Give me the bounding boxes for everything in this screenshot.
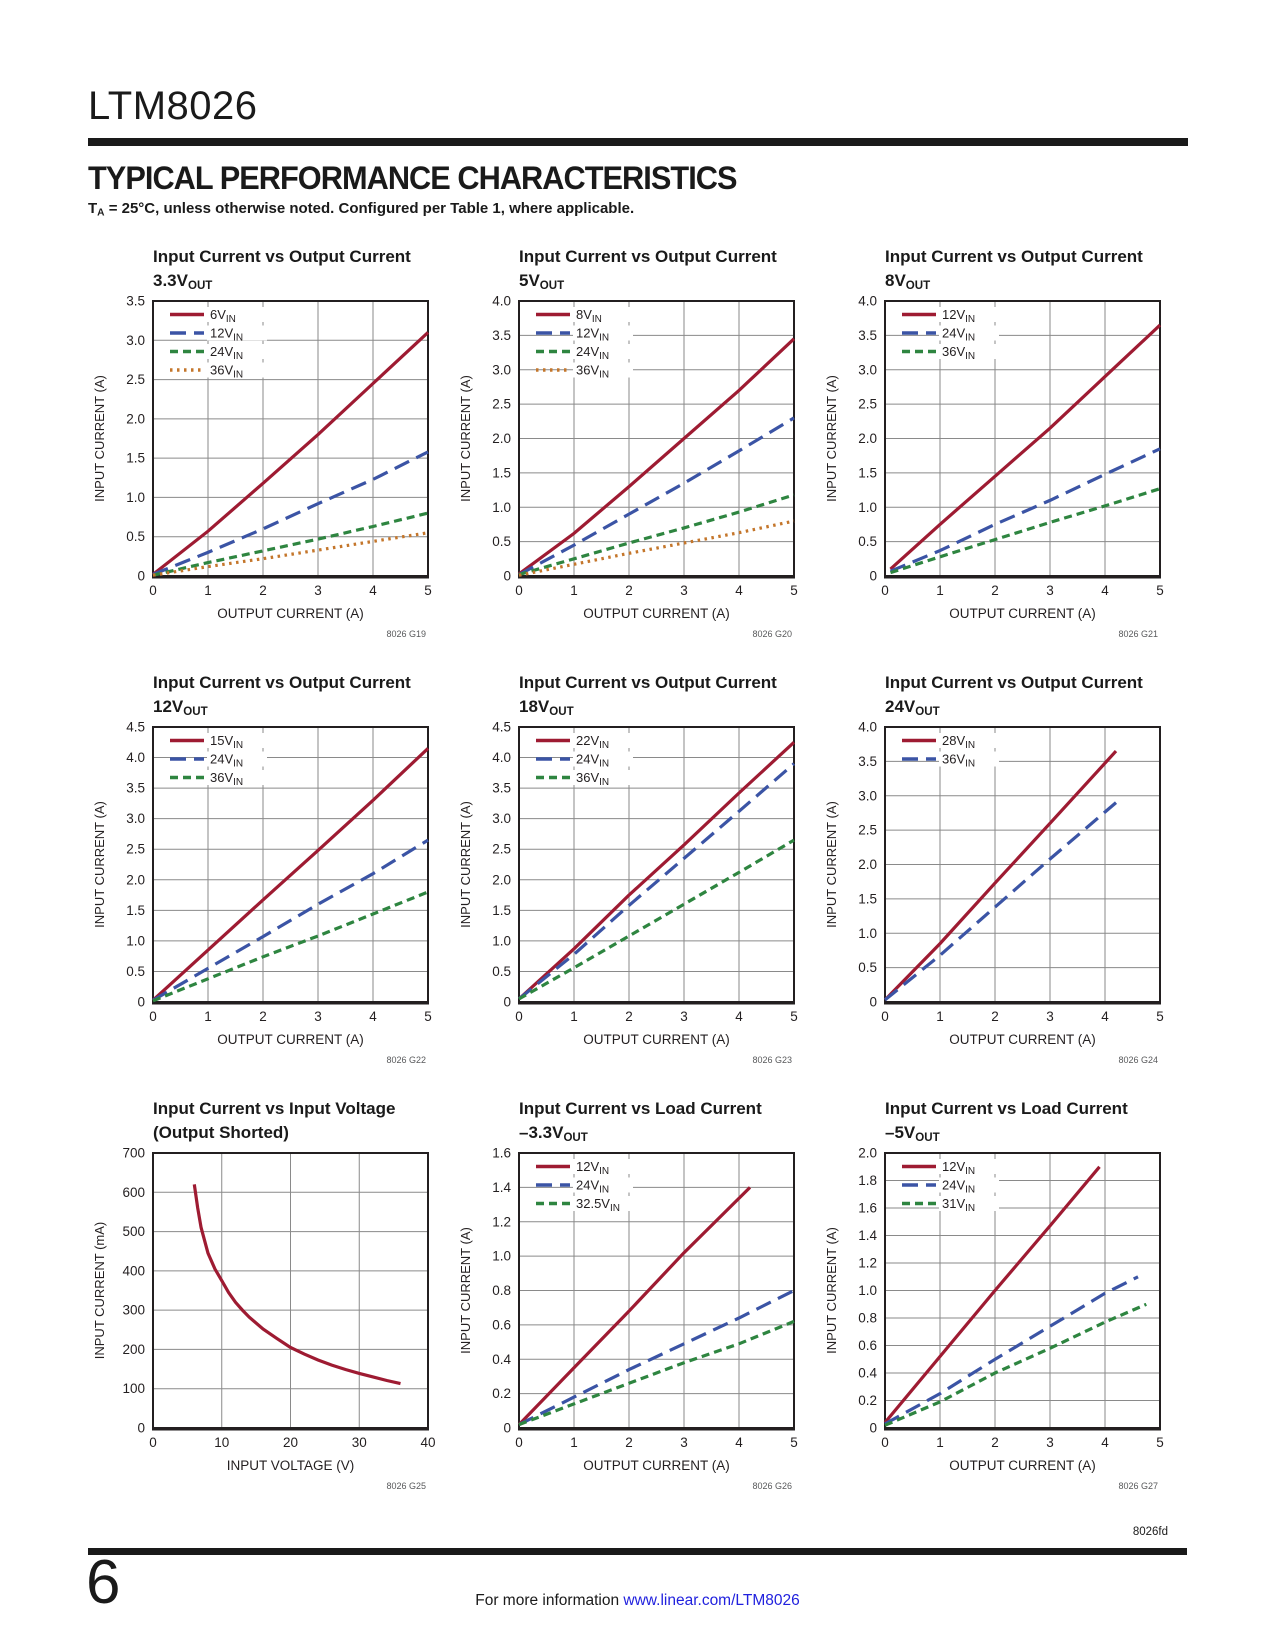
svg-text:3.0: 3.0: [492, 361, 511, 377]
svg-text:1.2: 1.2: [858, 1255, 877, 1271]
svg-text:1.6: 1.6: [492, 1145, 511, 1161]
svg-text:3: 3: [1046, 1008, 1054, 1024]
svg-text:1.6: 1.6: [858, 1200, 877, 1216]
svg-text:0: 0: [149, 1434, 157, 1450]
svg-text:3.5: 3.5: [492, 780, 511, 796]
svg-text:0: 0: [503, 994, 511, 1010]
chart-caption: 8026 G20: [752, 628, 792, 639]
charts-grid: [88, 245, 1188, 1493]
svg-text:4.0: 4.0: [492, 749, 511, 765]
svg-text:24VIN: $24V_{IN}$: [576, 1177, 610, 1196]
svg-text:2: 2: [991, 1008, 999, 1024]
svg-text:1: 1: [936, 1434, 944, 1450]
svg-text:INPUT CURRENT (A): INPUT CURRENT (A): [824, 1226, 839, 1354]
chart-g26-neg3v3out: [454, 1097, 820, 1493]
chart-caption: 8026 G23: [752, 1054, 792, 1065]
svg-text:2.5: 2.5: [126, 841, 145, 857]
svg-text:0.2: 0.2: [858, 1392, 877, 1408]
svg-text:12VIN: $12V_{IN}$: [942, 306, 976, 325]
chart-plot-g27: [820, 1145, 1170, 1479]
svg-text:0.6: 0.6: [492, 1316, 511, 1332]
part-number-heading: LTM8026: [88, 84, 258, 128]
svg-text:6VIN: $6V_{IN}$: [210, 306, 236, 325]
svg-text:3.0: 3.0: [858, 361, 877, 377]
svg-text:1: 1: [204, 582, 212, 598]
svg-text:2: 2: [625, 582, 633, 598]
chart-plot-g20: [454, 293, 804, 627]
chart-caption: 8026 G22: [386, 1054, 426, 1065]
svg-text:36VIN: $36V_{IN}$: [942, 343, 976, 362]
svg-text:0: 0: [869, 1420, 877, 1436]
page-number: 6: [86, 1548, 121, 1617]
svg-text:1.5: 1.5: [858, 464, 877, 480]
svg-text:1.0: 1.0: [858, 1282, 877, 1298]
svg-text:12VIN: $12V_{IN}$: [576, 1158, 610, 1177]
svg-text:5: 5: [790, 1434, 798, 1450]
svg-text:1.0: 1.0: [126, 489, 145, 505]
svg-text:0.5: 0.5: [126, 528, 145, 544]
svg-text:4: 4: [369, 1008, 377, 1024]
svg-text:3: 3: [680, 1008, 688, 1024]
svg-text:36VIN: $36V_{IN}$: [942, 751, 976, 770]
svg-text:4.0: 4.0: [858, 719, 877, 735]
svg-text:4.5: 4.5: [492, 719, 511, 735]
svg-text:0.4: 0.4: [492, 1351, 511, 1367]
footer-rule: [88, 1548, 1187, 1555]
svg-text:1.0: 1.0: [126, 932, 145, 948]
chart-caption: 8026 G24: [1118, 1054, 1158, 1065]
svg-text:1.0: 1.0: [492, 1248, 511, 1264]
svg-text:24VIN: $24V_{IN}$: [210, 751, 244, 770]
svg-text:0: 0: [515, 1434, 523, 1450]
svg-text:4: 4: [735, 582, 743, 598]
svg-text:1.0: 1.0: [492, 499, 511, 515]
svg-text:1: 1: [936, 1008, 944, 1024]
footer-info-text: For more information: [475, 1592, 624, 1609]
svg-text:2.5: 2.5: [492, 396, 511, 412]
svg-text:0: 0: [515, 1008, 523, 1024]
svg-text:15VIN: $15V_{IN}$: [210, 732, 244, 751]
svg-text:2.5: 2.5: [858, 396, 877, 412]
svg-text:3.0: 3.0: [126, 332, 145, 348]
chart-plot-g22: [88, 719, 438, 1053]
chart-plot-g21: [820, 293, 1170, 627]
svg-text:30: 30: [351, 1434, 367, 1450]
svg-text:0: 0: [503, 568, 511, 584]
svg-text:0.5: 0.5: [492, 533, 511, 549]
chart-g22-12vout: [88, 671, 454, 1067]
svg-text:100: 100: [122, 1380, 145, 1396]
svg-text:700: 700: [122, 1145, 145, 1161]
svg-text:2: 2: [259, 582, 267, 598]
svg-text:24VIN: $24V_{IN}$: [576, 751, 610, 770]
svg-text:4: 4: [735, 1008, 743, 1024]
svg-text:OUTPUT CURRENT (A): OUTPUT CURRENT (A): [949, 1031, 1096, 1047]
chart-title: Input Current vs Output Current $3.3V_{OUT}$: [153, 246, 411, 292]
svg-text:5: 5: [1156, 582, 1164, 598]
svg-text:2.0: 2.0: [492, 430, 511, 446]
svg-text:0.8: 0.8: [492, 1282, 511, 1298]
svg-text:1.0: 1.0: [492, 932, 511, 948]
svg-text:0.5: 0.5: [126, 963, 145, 979]
chart-g20-5vout: [454, 245, 820, 641]
svg-text:2.5: 2.5: [492, 841, 511, 857]
svg-text:OUTPUT CURRENT (A): OUTPUT CURRENT (A): [949, 1457, 1096, 1473]
svg-text:22VIN: $22V_{IN}$: [576, 732, 610, 751]
chart-title: Input Current vs Load Current $-3.3V_{OUT}$: [519, 1098, 762, 1144]
svg-text:2: 2: [625, 1434, 633, 1450]
chart-title: Input Current vs Load Current $-5V_{OUT}$: [885, 1098, 1128, 1144]
svg-text:1.4: 1.4: [492, 1179, 511, 1195]
svg-text:24VIN: $24V_{IN}$: [576, 343, 610, 362]
svg-text:0.5: 0.5: [492, 963, 511, 979]
svg-text:3.0: 3.0: [858, 787, 877, 803]
chart-g23-18vout: [454, 671, 820, 1067]
svg-text:0.5: 0.5: [858, 533, 877, 549]
svg-text:0.6: 0.6: [858, 1337, 877, 1353]
section-title: TYPICAL PERFORMANCE CHARACTERISTICS: [88, 160, 737, 196]
svg-text:3: 3: [1046, 1434, 1054, 1450]
svg-text:36VIN: $36V_{IN}$: [576, 769, 610, 788]
svg-text:3.0: 3.0: [492, 810, 511, 826]
svg-text:INPUT CURRENT (A): INPUT CURRENT (A): [92, 800, 107, 928]
svg-text:3.0: 3.0: [126, 810, 145, 826]
svg-text:20: 20: [282, 1434, 299, 1450]
svg-text:4: 4: [369, 582, 377, 598]
chart-title: Input Current vs Output Current $12V_{OUT}$: [153, 672, 411, 718]
chart-title: Input Current vs Input Voltage (Output Shorted): [153, 1098, 396, 1142]
svg-text:5: 5: [424, 1008, 432, 1024]
svg-text:4: 4: [1101, 1434, 1109, 1450]
svg-text:24VIN: $24V_{IN}$: [210, 343, 244, 362]
chart-g25-output-shorted: [88, 1097, 454, 1493]
chart-g27-neg5vout: [820, 1097, 1186, 1493]
svg-text:400: 400: [122, 1262, 145, 1278]
svg-text:600: 600: [122, 1184, 145, 1200]
svg-text:1.0: 1.0: [858, 499, 877, 515]
svg-text:1.2: 1.2: [492, 1213, 511, 1229]
svg-text:5: 5: [1156, 1008, 1164, 1024]
svg-text:0: 0: [137, 1420, 145, 1436]
chart-caption: 8026 G21: [1118, 628, 1158, 639]
svg-text:3: 3: [314, 582, 322, 598]
svg-text:0: 0: [149, 582, 157, 598]
header-rule: [88, 138, 1188, 146]
svg-text:4.5: 4.5: [126, 719, 145, 735]
chart-title: Input Current vs Output Current $18V_{OUT}$: [519, 672, 777, 718]
svg-text:INPUT CURRENT (mA): INPUT CURRENT (mA): [92, 1221, 107, 1359]
test-conditions: $T_A = 25^\circ C$, unless otherwise noted. Configured per Table 1, where applicable.: [88, 200, 635, 219]
svg-text:0: 0: [869, 568, 877, 584]
svg-text:INPUT CURRENT (A): INPUT CURRENT (A): [92, 374, 107, 502]
chart-plot-g25: [88, 1145, 438, 1479]
svg-text:500: 500: [122, 1223, 145, 1239]
svg-text:36VIN: $36V_{IN}$: [210, 769, 244, 788]
svg-text:4.0: 4.0: [492, 293, 511, 309]
chart-g21-8vout: [820, 245, 1186, 641]
svg-text:28VIN: $28V_{IN}$: [942, 732, 976, 751]
svg-text:5: 5: [790, 582, 798, 598]
svg-text:0: 0: [869, 994, 877, 1010]
svg-text:1: 1: [204, 1008, 212, 1024]
chart-plot-g26: [454, 1145, 804, 1479]
svg-text:4: 4: [1101, 1008, 1109, 1024]
svg-text:1: 1: [570, 582, 578, 598]
svg-text:2.0: 2.0: [858, 430, 877, 446]
svg-text:INPUT CURRENT (A): INPUT CURRENT (A): [458, 1226, 473, 1354]
svg-text:40: 40: [420, 1434, 436, 1450]
svg-text:12VIN: $12V_{IN}$: [942, 1158, 976, 1177]
doc-revision-code: 8026fd: [1132, 1526, 1168, 1538]
svg-text:INPUT CURRENT (A): INPUT CURRENT (A): [824, 374, 839, 502]
svg-text:3.5: 3.5: [126, 293, 145, 309]
svg-text:0: 0: [503, 1420, 511, 1436]
svg-text:2.5: 2.5: [126, 371, 145, 387]
svg-text:5: 5: [1156, 1434, 1164, 1450]
svg-text:32.5VIN: $32.5V_{IN}$: [576, 1195, 620, 1214]
svg-text:0.2: 0.2: [492, 1385, 511, 1401]
svg-text:31VIN: $31V_{IN}$: [942, 1195, 976, 1214]
svg-text:12VIN: $12V_{IN}$: [576, 325, 610, 344]
chart-plot-g24: [820, 719, 1170, 1053]
svg-text:0: 0: [137, 568, 145, 584]
svg-text:INPUT CURRENT (A): INPUT CURRENT (A): [458, 374, 473, 502]
svg-text:0.5: 0.5: [858, 959, 877, 975]
svg-text:3.5: 3.5: [858, 327, 877, 343]
svg-text:OUTPUT CURRENT (A): OUTPUT CURRENT (A): [583, 605, 730, 621]
svg-text:1: 1: [570, 1008, 578, 1024]
svg-text:3: 3: [1046, 582, 1054, 598]
chart-caption: 8026 G26: [752, 1480, 792, 1491]
svg-text:1.0: 1.0: [858, 925, 877, 941]
chart-caption: 8026 G25: [386, 1480, 426, 1491]
footer-link[interactable]: www.linear.com/LTM8026: [623, 1592, 800, 1609]
svg-text:OUTPUT CURRENT (A): OUTPUT CURRENT (A): [217, 1031, 364, 1047]
svg-text:3.5: 3.5: [492, 327, 511, 343]
svg-text:0: 0: [881, 582, 889, 598]
footer-info: [0, 1592, 1275, 1610]
svg-text:1.5: 1.5: [126, 902, 145, 918]
svg-text:3: 3: [314, 1008, 322, 1024]
svg-text:24VIN: $24V_{IN}$: [942, 325, 976, 344]
svg-text:1.4: 1.4: [858, 1227, 877, 1243]
svg-text:0: 0: [515, 582, 523, 598]
svg-text:1.5: 1.5: [492, 464, 511, 480]
svg-text:36VIN: $36V_{IN}$: [210, 362, 244, 381]
chart-caption: 8026 G19: [386, 628, 426, 639]
svg-text:1: 1: [936, 582, 944, 598]
svg-text:2.0: 2.0: [126, 410, 145, 426]
svg-text:OUTPUT CURRENT (A): OUTPUT CURRENT (A): [583, 1031, 730, 1047]
svg-text:200: 200: [122, 1341, 145, 1357]
svg-text:2.5: 2.5: [858, 822, 877, 838]
svg-text:OUTPUT CURRENT (A): OUTPUT CURRENT (A): [583, 1457, 730, 1473]
svg-text:0: 0: [881, 1434, 889, 1450]
svg-text:INPUT CURRENT (A): INPUT CURRENT (A): [458, 800, 473, 928]
chart-plot-g23: [454, 719, 804, 1053]
svg-text:36VIN: $36V_{IN}$: [576, 362, 610, 381]
svg-text:2: 2: [625, 1008, 633, 1024]
svg-text:12VIN: $12V_{IN}$: [210, 325, 244, 344]
svg-text:3: 3: [680, 582, 688, 598]
svg-text:INPUT VOLTAGE (V): INPUT VOLTAGE (V): [226, 1457, 355, 1473]
svg-text:3: 3: [680, 1434, 688, 1450]
svg-text:2.0: 2.0: [126, 871, 145, 887]
svg-text:10: 10: [214, 1434, 230, 1450]
svg-text:2.0: 2.0: [858, 856, 877, 872]
svg-text:1: 1: [570, 1434, 578, 1450]
svg-text:0: 0: [881, 1008, 889, 1024]
svg-text:3.5: 3.5: [858, 753, 877, 769]
chart-title: Input Current vs Output Current $5V_{OUT}$: [519, 246, 777, 292]
chart-plot-g19: [88, 293, 438, 627]
svg-text:1.5: 1.5: [858, 890, 877, 906]
svg-text:2.0: 2.0: [858, 1145, 877, 1161]
svg-text:5: 5: [424, 582, 432, 598]
svg-text:OUTPUT CURRENT (A): OUTPUT CURRENT (A): [217, 605, 364, 621]
chart-g24-24vout: [820, 671, 1186, 1067]
svg-text:1.5: 1.5: [492, 902, 511, 918]
svg-text:2: 2: [259, 1008, 267, 1024]
svg-text:5: 5: [790, 1008, 798, 1024]
svg-text:8VIN: $8V_{IN}$: [576, 306, 602, 325]
svg-text:4: 4: [1101, 582, 1109, 598]
svg-text:3.5: 3.5: [126, 780, 145, 796]
svg-text:1.8: 1.8: [858, 1172, 877, 1188]
svg-text:INPUT CURRENT (A): INPUT CURRENT (A): [824, 800, 839, 928]
svg-text:2: 2: [991, 582, 999, 598]
svg-text:300: 300: [122, 1302, 145, 1318]
svg-text:4.0: 4.0: [858, 293, 877, 309]
svg-text:2: 2: [991, 1434, 999, 1450]
svg-text:1.5: 1.5: [126, 450, 145, 466]
page-content: [88, 0, 1188, 1493]
svg-text:0.8: 0.8: [858, 1310, 877, 1326]
svg-text:4: 4: [735, 1434, 743, 1450]
chart-title: Input Current vs Output Current $8V_{OUT}$: [885, 246, 1143, 292]
chart-title: Input Current vs Output Current $24V_{OUT}$: [885, 672, 1143, 718]
svg-text:OUTPUT CURRENT (A): OUTPUT CURRENT (A): [949, 605, 1096, 621]
svg-text:2.0: 2.0: [492, 871, 511, 887]
svg-text:0: 0: [149, 1008, 157, 1024]
chart-g19-3v3out: [88, 245, 454, 641]
svg-text:4.0: 4.0: [126, 749, 145, 765]
svg-text:0: 0: [137, 994, 145, 1010]
svg-text:24VIN: $24V_{IN}$: [942, 1177, 976, 1196]
svg-text:0.4: 0.4: [858, 1365, 877, 1381]
chart-caption: 8026 G27: [1118, 1480, 1158, 1491]
